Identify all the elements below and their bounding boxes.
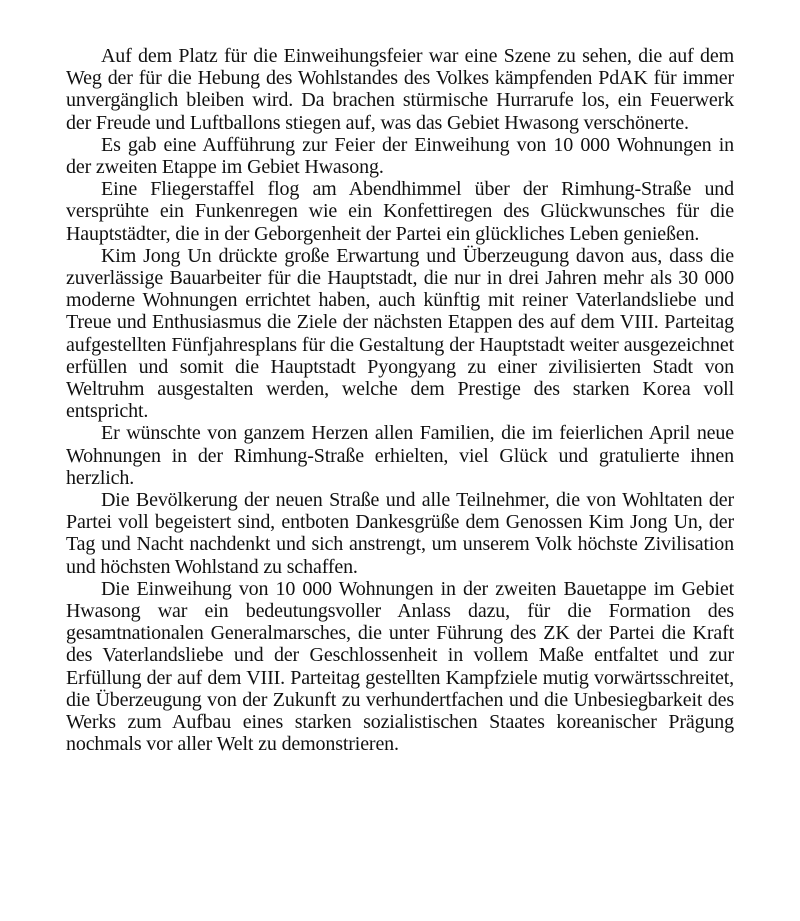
paragraph-expectation: Kim Jong Un drückte große Erwartung und Überzeugung davon aus, dass die zuverlässige Bauarbeiter für die Hauptstadt, die nur in drei Jahren mehr als 30 000 moderne Wohnungen errichtet haben, auch künftig mit reiner Vaterlandsliebe und Treue und Enthusiasmus die Ziele der nächsten Etappen des auf dem VIII. Parteitag aufgestellten Fünfjahresplans für die Gestaltung der Hauptstadt weiter ausgezeichnet erfüllen und somit die Hauptstadt Pyongyang zu einer zivilisierten Stadt von Weltruhm ausgestalten werden, welche dem Prestige des starken Korea voll entspricht.: [66, 244, 734, 423]
paragraph-congratulations: Er wünschte von ganzem Herzen allen Familien, die im feierlichen April neue Wohnungen in der Rimhung-Straße erhielten, viel Glück und gratulierte ihnen herzlich.: [66, 422, 734, 489]
paragraph-gratitude: Die Bevölkerung der neuen Straße und alle Teilnehmer, die von Wohltaten der Partei voll begeistert sind, entboten Dankesgrüße dem Genossen Kim Jong Un, der Tag und Nacht nachdenkt und sich anstrengt, um unserem Volk höchste Zivilisation und höchsten Wohlstand zu schaffen.: [66, 489, 734, 578]
paragraph-inauguration-scene: Auf dem Platz für die Einweihungsfeier war eine Szene zu sehen, die auf dem Weg der für die Hebung des Wohlstandes des Volkes kämpfenden PdAK für immer unvergänglich bleiben wird. Da brachen stürmische Hurrarufe los, ein Feuerwerk der Freude und Luftballons stiegen auf, was das Gebiet Hwasong verschönerte.: [66, 45, 734, 134]
paragraph-flight-squadron: Eine Fliegerstaffel flog am Abendhimmel über der Rimhung-Straße und versprühte ein Funkenregen wie ein Konfettiregen des Glückwunsches für die Hauptstädter, die in der Geborgenheit der Partei ein glückliches Leben genießen.: [66, 178, 734, 245]
document-body: [66, 45, 734, 756]
paragraph-performance: Es gab eine Aufführung zur Feier der Einweihung von 10 000 Wohnungen in der zweiten Etappe im Gebiet Hwasong.: [66, 133, 734, 179]
paragraph-significance: Die Einweihung von 10 000 Wohnungen in der zweiten Bauetappe im Gebiet Hwasong war ein bedeutungsvoller Anlass dazu, für die Formation des gesamtnationalen Generalmarsches, die unter Führung des ZK der Partei die Kraft des Vaterlandsliebe und der Geschlossenheit in vollem Maße entfaltet und zur Erfüllung der auf dem VIII. Parteitag gestellten Kampfziele mutig vorwärtsschreitet, die Überzeugung von der Zukunft zu verhundertfachen und die Unbesiegbarkeit des Werks zum Aufbau eines starken sozialistischen Staates koreanischer Prägung nochmals vor aller Welt zu demonstrieren.: [66, 577, 734, 756]
